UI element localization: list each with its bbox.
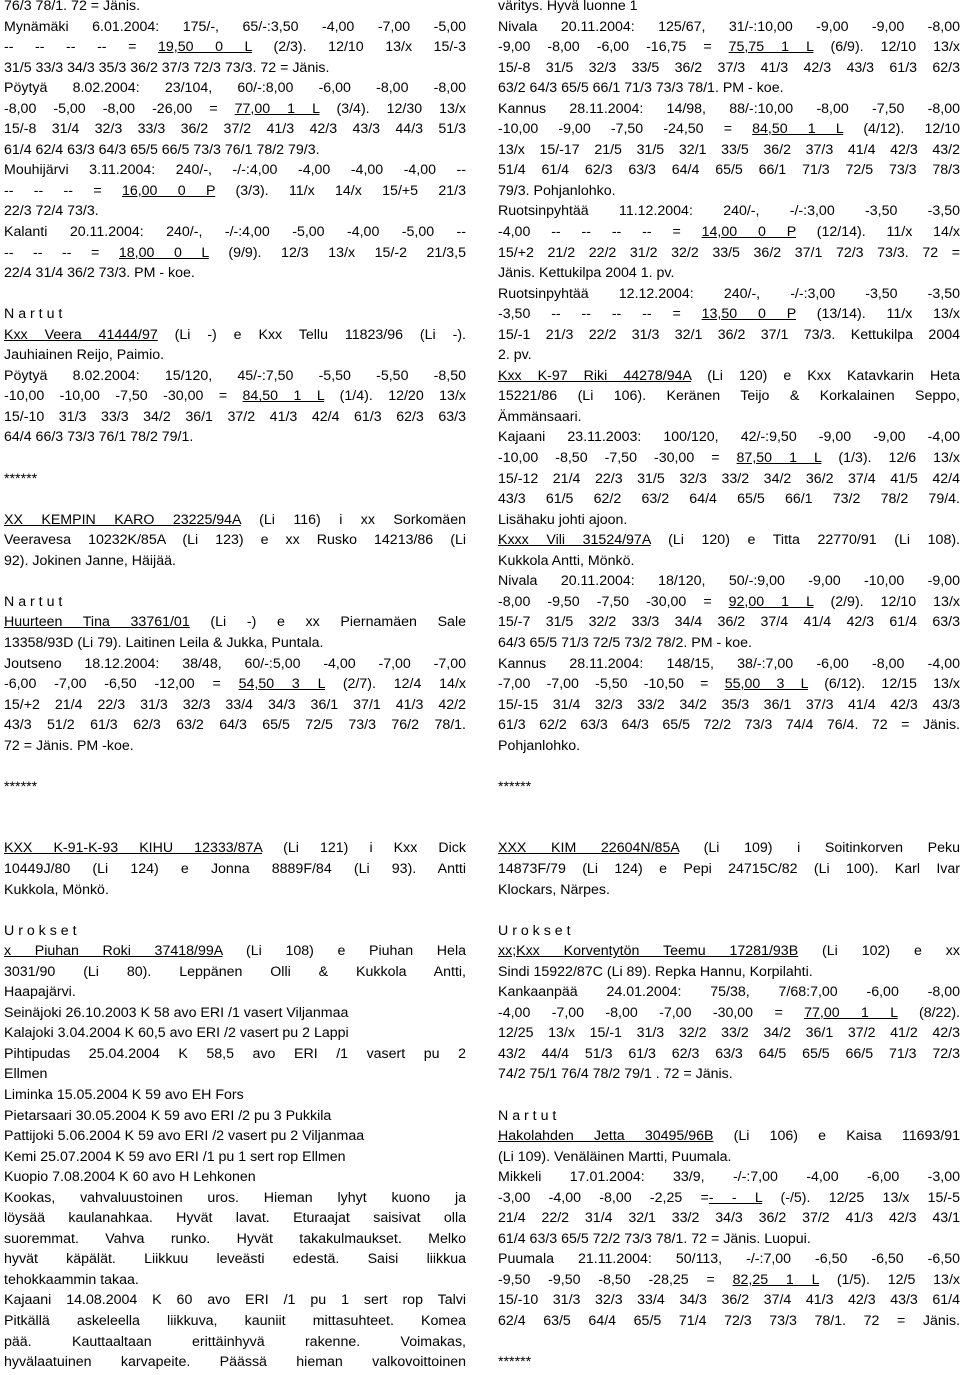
section-separator: ****** xyxy=(498,1354,532,1371)
blank-line xyxy=(498,900,960,921)
blank-line xyxy=(4,818,466,839)
text-line: 15/-8 31/4 32/3 33/3 36/2 37/2 41/3 42/3 43/3 44/3 51/3 xyxy=(4,121,466,138)
blank-line xyxy=(4,571,466,592)
text-line: 21/4 22/2 31/4 32/1 33/2 34/3 36/2 37/2 41/3 42/3 43/1 xyxy=(498,1210,960,1227)
text-line: Puumala 21.11.2004: 50/113, -/-:7,00 -6,50 -6,50 -6,50 xyxy=(498,1251,960,1268)
blank-line xyxy=(498,797,960,818)
blank-line xyxy=(4,900,466,921)
dog-entry-title: KXX K-91-K-93 KIHU 12333/87A (Li 121) i Kxx Dick xyxy=(4,840,466,857)
dog-entry-title: XX KEMPIN KARO 23225/94A (Li 116) i xx Sorkomäen xyxy=(4,511,466,528)
dog-entry-title: Kxx K-97 Riki 44278/94A (Li 120) e Kxx Katavkarin Heta xyxy=(498,367,960,384)
blank-line xyxy=(498,756,960,777)
dog-entry-title: Huurteen Tina 33761/01 (Li -) e xx Piernamäen Sale xyxy=(4,614,466,631)
text-line: 22/4 31/4 36/2 73/3. PM - koe. xyxy=(4,265,195,282)
text-line: Lisähaku johti ajoon. xyxy=(498,511,628,528)
text-line: 43/3 51/2 61/3 62/3 63/2 64/3 65/5 72/5 73/3 76/2 78/1. xyxy=(4,717,466,734)
text-line: Kuopio 7.08.2004 K 60 avo H Lehkonen xyxy=(4,1169,256,1186)
text-line: Nivala 20.11.2004: 125/67, 31/-:10,00 -9,00 -9,00 -8,00 xyxy=(498,18,960,35)
blank-line xyxy=(4,448,466,469)
text-line: Pitkällä askeleella liikkuva, kauniit mittasuhteet. Komea xyxy=(4,1313,466,1329)
text-line: -4,00 -- -- -- -- = 14,00 0 P (12/14). 11/x 14/x xyxy=(498,224,960,241)
text-line: Mikkeli 17.01.2004: 33/9, -/-:7,00 -4,00 -6,00 -3,00 xyxy=(498,1169,960,1186)
text-line: -6,00 -7,00 -6,50 -12,00 = 54,50 3 L (2/7). 12/4 14/x xyxy=(4,676,466,693)
text-line: 63/2 64/3 65/5 66/1 71/3 73/3 78/1. PM - koe. xyxy=(498,80,784,97)
text-line: 15/-7 31/5 32/2 33/3 34/4 36/2 37/4 41/4 42/3 61/4 63/3 xyxy=(498,614,960,631)
text-line: 15/-12 21/4 22/3 31/5 32/3 33/2 34/2 36/2 37/4 41/5 42/4 xyxy=(498,470,960,487)
text-line: 76/3 78/1. 72 = Jänis. xyxy=(4,0,141,14)
text-line: -7,00 -7,00 -5,50 -10,50 = 55,00 3 L (6/12). 12/15 13/x xyxy=(498,676,960,693)
blank-line xyxy=(4,756,466,777)
text-line: Kannus 28.11.2004: 14/98, 88/-:10,00 -8,00 -7,50 -8,00 xyxy=(498,100,960,117)
blank-line xyxy=(4,797,466,818)
text-line: hyvät käpälät. Liikkuu leveästi edestä. Saisi liikkua xyxy=(4,1251,466,1268)
text-line: 10449J/80 (Li 124) e Jonna 8889F/84 (Li 93). Antti xyxy=(4,860,466,877)
text-line: Liminka 15.05.2004 K 59 avo EH Fors xyxy=(4,1086,244,1103)
section-heading: U r o k s e t xyxy=(4,922,77,939)
section-separator: ****** xyxy=(4,778,38,795)
text-line: 13/x 15/-17 21/5 31/5 32/1 33/5 36/2 37/3 41/4 42/3 43/2 xyxy=(498,141,960,158)
text-line: pää. Kauttaaltaan erittäinhyvä rakenne. Voimakas, xyxy=(4,1333,466,1350)
text-line: XXX KIM 22604N/85A (Li 109) i Soitinkorven Peku xyxy=(498,840,960,857)
text-line: Ämmänsaari. xyxy=(498,408,582,425)
text-line: -10,00 -10,00 -7,50 -30,00 = 84,50 1 L (1/4). 12/20 13/x xyxy=(4,388,466,405)
dog-entry-title: Kxxx Vili 31524/97A (Li 120) e Titta 22770/91 (Li 108). xyxy=(498,532,960,549)
text-line: -3,00 -4,00 -8,00 -2,25 =- - L (-/5). 12/25 13/x 15/-5 xyxy=(498,1189,960,1206)
text-line: -8,00 -5,00 -8,00 -26,00 = 77,00 1 L (3/4). 12/30 13/x xyxy=(4,100,466,117)
text-line: suoremmat. Vahva runko. Hyvät takakulmaukset. Melko xyxy=(4,1230,466,1247)
text-line: Klockars, Närpes. xyxy=(498,881,610,898)
text-line: väritys. Hyvä luonne 1 xyxy=(498,0,638,14)
text-line: Pöytyä 8.02.2004: 15/120, 45/-:7,50 -5,50 -5,50 -8,50 xyxy=(4,367,466,384)
text-line: hyvälaatuinen karvapeite. Päässä hieman valkovoittoinen xyxy=(4,1354,466,1371)
text-line: (Li 109). Venäläinen Martti, Puumala. xyxy=(498,1148,732,1165)
text-line: 64/3 65/5 71/3 72/5 73/2 78/2. PM - koe. xyxy=(498,634,752,651)
text-line: Pietarsaari 30.05.2004 K 59 avo ERI /2 pu 3 Pukkila xyxy=(4,1107,332,1124)
text-line: Kannus 28.11.2004: 148/15, 38/-:7,00 -6,00 -8,00 -4,00 xyxy=(498,655,960,672)
text-line: -- -- -- -- = 19,50 0 L (2/3). 12/10 13/x 15/-3 xyxy=(4,39,466,56)
dog-entry-title: Hakolahden Jetta 30495/96B (Li 106) e Kaisa 11693/91 xyxy=(498,1128,960,1145)
text-line: 15/-8 31/5 32/3 33/5 36/2 37/3 41/3 42/3 43/3 61/3 62/3 xyxy=(498,59,960,76)
text-line: Kemi 25.07.2004 K 59 avo ERI /1 pu 1 sert rop Ellmen xyxy=(4,1148,346,1165)
text-line: tehokkaammin takaa. xyxy=(4,1271,139,1288)
text-line: -- -- -- = 18,00 0 L (9/9). 12/3 13/x 15/-2 21/3,5 xyxy=(4,244,466,261)
text-line: -9,50 -9,50 -8,50 -28,25 = 82,25 1 L (1/5). 12/5 13/x xyxy=(498,1271,960,1288)
text-line: Jauhiainen Reijo, Paimio. xyxy=(4,347,165,364)
section-heading: U r o k s e t xyxy=(498,922,571,939)
text-line: löysää kaulanahkaa. Hyvät lavat. Eturaajat saisivat olla xyxy=(4,1210,466,1227)
text-line: 2. pv. xyxy=(498,347,532,364)
section-heading: N a r t u t xyxy=(498,1107,557,1124)
text-line: 61/3 62/2 63/3 64/3 65/5 72/2 73/3 74/4 76/4. 72 = Jänis. xyxy=(498,717,960,734)
text-line: Joutseno 18.12.2004: 38/48, 60/-:5,00 -4,00 -7,00 -7,00 xyxy=(4,655,466,672)
text-line: 64/4 66/3 73/3 76/1 78/2 79/1. xyxy=(4,429,194,446)
text-line: 61/4 63/3 65/5 72/2 73/3 78/1. 72 = Jänis. Luopui. xyxy=(498,1230,811,1247)
text-line: -8,00 -9,50 -7,50 -30,00 = 92,00 1 L (2/9). 12/10 13/x xyxy=(498,593,960,610)
text-line: 14873F/79 (Li 124) e Pepi 24715C/82 (Li 100). Karl Ivar xyxy=(498,860,960,877)
text-line: 31/5 33/3 34/3 35/3 36/2 37/3 72/3 73/3. 72 = Jänis. xyxy=(4,59,330,76)
blank-line xyxy=(498,818,960,839)
text-line: -- -- -- = 16,00 0 P (3/3). 11/x 14/x 15/+5 21/3 xyxy=(4,182,467,199)
text-line: 12/25 13/x 15/-1 31/3 32/2 33/2 34/2 36/1 37/2 41/2 42/3 xyxy=(498,1025,960,1042)
text-line: Pohjanlohko. xyxy=(498,737,581,754)
text-line: 15/+2 21/4 22/3 31/3 32/3 33/4 34/3 36/1 37/1 41/3 42/2 xyxy=(4,696,466,713)
text-line: Jänis. Kettukilpa 2004 1. pv. xyxy=(498,265,675,282)
right-column xyxy=(498,0,960,1373)
text-line: 79/3. Pohjanlohko. xyxy=(498,182,616,199)
text-line: 3031/90 (Li 80). Leppänen Olli & Kukkola Antti, xyxy=(4,963,466,980)
text-line: 62/4 63/5 64/4 65/5 71/4 72/3 73/3 78/1. 72 = Jänis. xyxy=(498,1313,960,1329)
section-heading: N a r t u t xyxy=(4,306,63,323)
text-line: Sindi 15922/87C (Li 89). Repka Hannu, Korpilahti. xyxy=(498,963,813,980)
section-separator: ****** xyxy=(498,778,532,795)
text-line: 72 = Jänis. PM -koe. xyxy=(4,737,134,754)
text-line: Kankaanpää 24.01.2004: 75/38, 7/68:7,00 -6,00 -8,00 xyxy=(498,984,960,1001)
text-line: 15/-15 31/4 32/3 33/2 34/2 35/3 36/1 37/3 41/4 42/3 43/3 xyxy=(498,696,960,713)
text-line: 15221/86 (Li 106). Keränen Teijo & Korkalainen Seppo, xyxy=(498,388,960,405)
text-line: 43/3 61/5 62/2 63/2 64/4 65/5 66/1 73/2 78/2 79/4. xyxy=(498,491,960,508)
text-line: Ruotsinpyhtää 12.12.2004: 240/-, -/-:3,00 -3,50 -3,50 xyxy=(498,285,960,302)
text-line: Kajaani 23.11.2003: 100/120, 42/-:9,50 -9,00 -9,00 -4,00 xyxy=(498,429,960,446)
text-line: Ellmen xyxy=(4,1066,48,1083)
text-line: Pattijoki 5.06.2004 K 59 avo ERI /2 vasert pu 2 Viljanmaa xyxy=(4,1128,365,1145)
text-line: 15/-1 21/3 22/2 31/3 32/1 36/2 37/1 73/3. Kettukilpa 2004 xyxy=(498,326,960,343)
text-line: -9,00 -8,00 -6,00 -16,75 = 75,75 1 L (6/9). 12/10 13/x xyxy=(498,39,960,56)
text-line: Seinäjoki 26.10.2003 K 58 avo ERI /1 vasert Viljanmaa xyxy=(4,1004,349,1021)
dog-entry-title: Kxx Veera 41444/97 (Li -) e Kxx Tellu 11823/96 (Li -). xyxy=(4,326,466,343)
text-line: Kalajoki 3.04.2004 K 60,5 avo ERI /2 vasert pu 2 Lappi xyxy=(4,1025,349,1042)
text-line: 15/+2 21/2 22/2 31/2 32/2 33/5 36/2 37/1 72/3 73/3. 72 = xyxy=(498,244,960,261)
text-line: 92). Jokinen Janne, Häijää. xyxy=(4,552,176,569)
text-line: Kajaani 14.08.2004 K 60 avo ERI /1 pu 1 sert rop Talvi xyxy=(4,1292,466,1309)
left-column xyxy=(4,0,466,1373)
section-heading: N a r t u t xyxy=(4,593,63,610)
text-line: 15/-10 31/3 33/3 34/2 36/1 37/2 41/3 42/4 61/3 62/3 63/3 xyxy=(4,408,466,425)
text-line: Kukkola, Mönkö. xyxy=(4,881,109,898)
text-line: -10,00 -9,00 -7,50 -24,50 = 84,50 1 L (4/12). 12/10 xyxy=(498,121,960,138)
text-line: Haapajärvi. xyxy=(4,984,76,1001)
text-line: -3,50 -- -- -- -- = 13,50 0 P (13/14). 11/x 13/x xyxy=(498,306,960,323)
text-line: Nivala 20.11.2004: 18/120, 50/-:9,00 -9,00 -10,00 -9,00 xyxy=(498,573,960,590)
text-line: Pihtipudas 25.04.2004 K 58,5 avo ERI /1 vasert pu 2 xyxy=(4,1045,466,1062)
blank-line xyxy=(498,1085,960,1106)
text-line: Kookas, vahvaluustoinen uros. Hieman lyhyt kuono ja xyxy=(4,1189,466,1206)
text-line: 43/2 44/4 51/3 61/3 62/3 63/3 64/5 65/5 66/5 71/3 72/3 xyxy=(498,1045,960,1062)
section-separator: ****** xyxy=(4,470,38,487)
blank-line xyxy=(4,489,466,510)
text-line: Mouhijärvi 3.11.2004: 240/-, -/-:4,00 -4,00 -4,00 -4,00 -- xyxy=(4,162,466,179)
text-line: Mynämäki 6.01.2004: 175/-, 65/-:3,50 -4,00 -7,00 -5,00 xyxy=(4,18,466,35)
text-line: Pöytyä 8.02.2004: 23/104, 60/-:8,00 -6,00 -8,00 -8,00 xyxy=(4,80,466,97)
blank-line xyxy=(4,284,466,305)
text-line: 13358/93D (Li 79). Laitinen Leila & Jukka, Puntala. xyxy=(4,634,324,651)
text-line: Kukkola Antti, Mönkö. xyxy=(498,552,635,569)
dog-entry-title: xx;Kxx Korventytön Teemu 17281/93B (Li 102) e xx xyxy=(498,943,960,960)
dog-entry-title: x Piuhan Roki 37418/99A (Li 108) e Piuhan Hela xyxy=(4,943,466,960)
text-line: 51/4 61/4 62/3 63/3 64/4 65/5 66/1 71/3 72/5 73/3 78/3 xyxy=(498,162,960,179)
text-line: 74/2 75/1 76/4 78/2 79/1 . 72 = Jänis. xyxy=(498,1066,733,1083)
text-line: 22/3 72/4 73/3. xyxy=(4,203,99,220)
text-line: -4,00 -7,00 -8,00 -7,00 -30,00 = 77,00 1 L (8/22). xyxy=(498,1004,960,1021)
text-line: 15/-10 31/3 32/3 33/4 34/3 36/2 37/4 41/3 42/3 43/3 61/4 xyxy=(498,1292,960,1309)
blank-line xyxy=(498,1332,960,1353)
text-line: Veeravesa 10232K/85A (Li 123) e xx Rusko 14213/86 (Li xyxy=(4,532,466,549)
text-line: Ruotsinpyhtää 11.12.2004: 240/-, -/-:3,00 -3,50 -3,50 xyxy=(498,203,960,220)
text-line: Kalanti 20.11.2004: 240/-, -/-:4,00 -5,00 -4,00 -5,00 -- xyxy=(4,224,466,241)
text-line: 61/4 62/4 63/3 64/3 65/5 66/5 73/3 76/1 78/2 79/3. xyxy=(4,141,320,158)
text-line: -10,00 -8,50 -7,50 -30,00 = 87,50 1 L (1/3). 12/6 13/x xyxy=(498,450,960,467)
